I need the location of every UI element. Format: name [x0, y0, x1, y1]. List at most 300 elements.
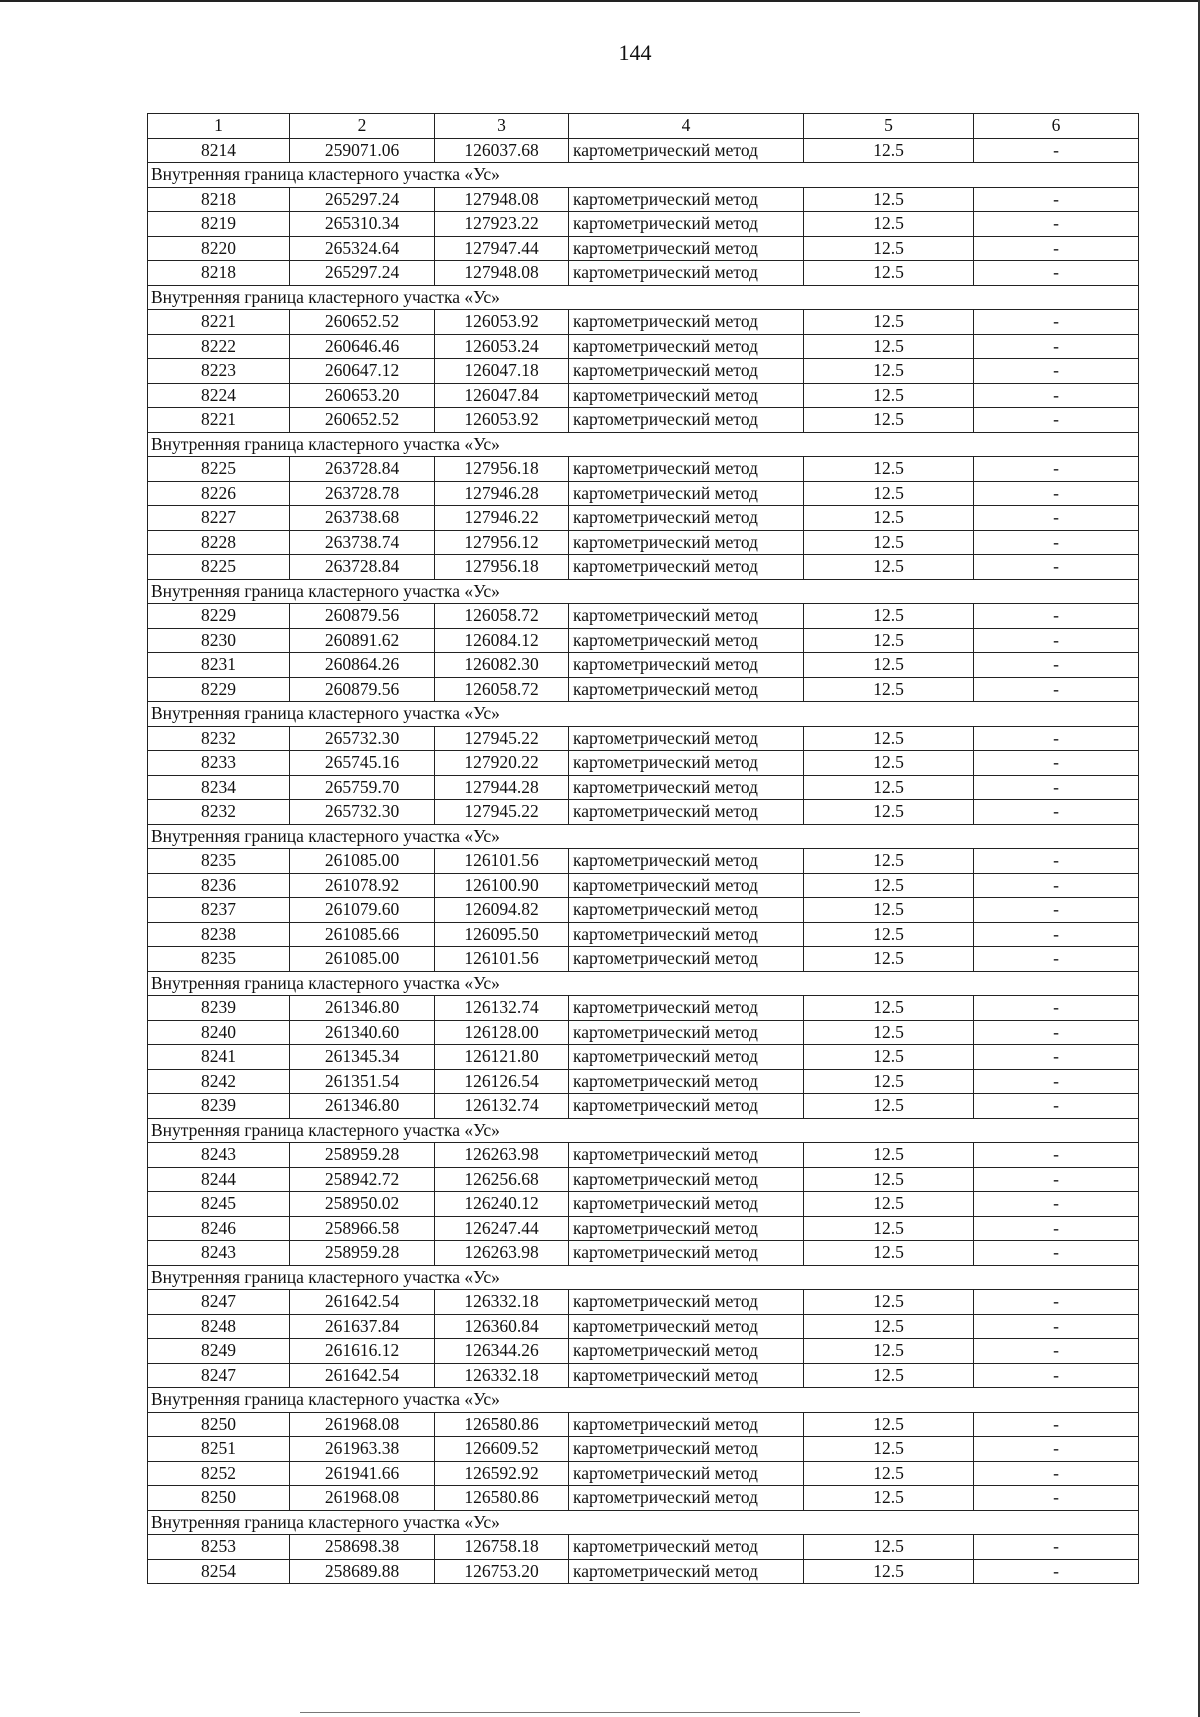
- method-cell: картометрический метод: [569, 1192, 804, 1217]
- y-coordinate-cell: 126758.18: [435, 1535, 569, 1560]
- x-coordinate-cell: 265297.24: [290, 261, 435, 286]
- table-row: [148, 1069, 1139, 1094]
- point-number-cell: 8236: [148, 873, 290, 898]
- note-cell: -: [974, 873, 1139, 898]
- accuracy-cell: 12.5: [804, 996, 974, 1021]
- x-coordinate-cell: 265732.30: [290, 726, 435, 751]
- accuracy-cell: 12.5: [804, 1535, 974, 1560]
- section-title: Внутренняя граница кластерного участка «Ус»: [148, 971, 1139, 996]
- accuracy-cell: 12.5: [804, 212, 974, 237]
- table-row: [148, 677, 1139, 702]
- table-row: [148, 261, 1139, 286]
- section-title: Внутренняя граница кластерного участка «Ус»: [148, 579, 1139, 604]
- note-cell: -: [974, 383, 1139, 408]
- accuracy-cell: 12.5: [804, 898, 974, 923]
- point-number-cell: 8227: [148, 506, 290, 531]
- method-cell: картометрический метод: [569, 212, 804, 237]
- x-coordinate-cell: 265310.34: [290, 212, 435, 237]
- x-coordinate-cell: 258942.72: [290, 1167, 435, 1192]
- note-cell: -: [974, 334, 1139, 359]
- point-number-cell: 8243: [148, 1241, 290, 1266]
- x-coordinate-cell: 258959.28: [290, 1143, 435, 1168]
- y-coordinate-cell: 126101.56: [435, 947, 569, 972]
- table-row: [148, 873, 1139, 898]
- note-cell: -: [974, 1559, 1139, 1584]
- point-number-cell: 8214: [148, 138, 290, 163]
- accuracy-cell: 12.5: [804, 1339, 974, 1364]
- x-coordinate-cell: 260652.52: [290, 310, 435, 335]
- x-coordinate-cell: 261085.00: [290, 849, 435, 874]
- x-coordinate-cell: 260891.62: [290, 628, 435, 653]
- coordinates-table: [147, 113, 1139, 1584]
- method-cell: картометрический метод: [569, 1314, 804, 1339]
- x-coordinate-cell: 263728.84: [290, 457, 435, 482]
- table-row: [148, 138, 1139, 163]
- table-row: [148, 1020, 1139, 1045]
- y-coordinate-cell: 126580.86: [435, 1412, 569, 1437]
- section-row: [148, 1510, 1139, 1535]
- x-coordinate-cell: 260652.52: [290, 408, 435, 433]
- method-cell: картометрический метод: [569, 1535, 804, 1560]
- note-cell: -: [974, 1192, 1139, 1217]
- point-number-cell: 8253: [148, 1535, 290, 1560]
- accuracy-cell: 12.5: [804, 506, 974, 531]
- y-coordinate-cell: 127956.12: [435, 530, 569, 555]
- y-coordinate-cell: 127946.22: [435, 506, 569, 531]
- section-row: [148, 1118, 1139, 1143]
- point-number-cell: 8232: [148, 800, 290, 825]
- method-cell: картометрический метод: [569, 408, 804, 433]
- method-cell: картометрический метод: [569, 1020, 804, 1045]
- accuracy-cell: 12.5: [804, 1143, 974, 1168]
- point-number-cell: 8237: [148, 898, 290, 923]
- section-row: [148, 971, 1139, 996]
- y-coordinate-cell: 126263.98: [435, 1143, 569, 1168]
- y-coordinate-cell: 126058.72: [435, 677, 569, 702]
- method-cell: картометрический метод: [569, 1045, 804, 1070]
- method-cell: картометрический метод: [569, 1216, 804, 1241]
- x-coordinate-cell: 263738.68: [290, 506, 435, 531]
- accuracy-cell: 12.5: [804, 677, 974, 702]
- method-cell: картометрический метод: [569, 1094, 804, 1119]
- x-coordinate-cell: 265759.70: [290, 775, 435, 800]
- method-cell: картометрический метод: [569, 187, 804, 212]
- method-cell: картометрический метод: [569, 1069, 804, 1094]
- section-title: Внутренняя граница кластерного участка «Ус»: [148, 432, 1139, 457]
- section-row: [148, 579, 1139, 604]
- accuracy-cell: 12.5: [804, 1192, 974, 1217]
- x-coordinate-cell: 261085.00: [290, 947, 435, 972]
- point-number-cell: 8229: [148, 604, 290, 629]
- note-cell: -: [974, 996, 1139, 1021]
- method-cell: картометрический метод: [569, 653, 804, 678]
- note-cell: -: [974, 481, 1139, 506]
- y-coordinate-cell: 126263.98: [435, 1241, 569, 1266]
- note-cell: -: [974, 726, 1139, 751]
- x-coordinate-cell: 261079.60: [290, 898, 435, 923]
- section-row: [148, 1388, 1139, 1413]
- point-number-cell: 8225: [148, 555, 290, 580]
- method-cell: картометрический метод: [569, 726, 804, 751]
- table-row: [148, 1412, 1139, 1437]
- method-cell: картометрический метод: [569, 1437, 804, 1462]
- point-number-cell: 8235: [148, 947, 290, 972]
- method-cell: картометрический метод: [569, 1363, 804, 1388]
- y-coordinate-cell: 126128.00: [435, 1020, 569, 1045]
- table-row: [148, 481, 1139, 506]
- table-row: [148, 555, 1139, 580]
- accuracy-cell: 12.5: [804, 530, 974, 555]
- accuracy-cell: 12.5: [804, 1486, 974, 1511]
- note-cell: -: [974, 751, 1139, 776]
- accuracy-cell: 12.5: [804, 138, 974, 163]
- section-row: [148, 1265, 1139, 1290]
- accuracy-cell: 12.5: [804, 261, 974, 286]
- note-cell: -: [974, 1167, 1139, 1192]
- table-row: [148, 898, 1139, 923]
- section-title: Внутренняя граница кластерного участка «Ус»: [148, 1118, 1139, 1143]
- accuracy-cell: 12.5: [804, 1461, 974, 1486]
- accuracy-cell: 12.5: [804, 1216, 974, 1241]
- section-title: Внутренняя граница кластерного участка «Ус»: [148, 1265, 1139, 1290]
- note-cell: -: [974, 1363, 1139, 1388]
- table-row: [148, 922, 1139, 947]
- x-coordinate-cell: 258689.88: [290, 1559, 435, 1584]
- table-row: [148, 849, 1139, 874]
- table-row: [148, 506, 1139, 531]
- note-cell: -: [974, 800, 1139, 825]
- section-row: [148, 432, 1139, 457]
- accuracy-cell: 12.5: [804, 1363, 974, 1388]
- method-cell: картометрический метод: [569, 555, 804, 580]
- x-coordinate-cell: 260653.20: [290, 383, 435, 408]
- y-coordinate-cell: 127945.22: [435, 726, 569, 751]
- y-coordinate-cell: 126753.20: [435, 1559, 569, 1584]
- accuracy-cell: 12.5: [804, 726, 974, 751]
- y-coordinate-cell: 126332.18: [435, 1290, 569, 1315]
- point-number-cell: 8233: [148, 751, 290, 776]
- method-cell: картометрический метод: [569, 751, 804, 776]
- table-row: [148, 310, 1139, 335]
- table-row: [148, 947, 1139, 972]
- note-cell: -: [974, 212, 1139, 237]
- method-cell: картометрический метод: [569, 310, 804, 335]
- point-number-cell: 8240: [148, 1020, 290, 1045]
- table-row: [148, 236, 1139, 261]
- y-coordinate-cell: 127945.22: [435, 800, 569, 825]
- accuracy-cell: 12.5: [804, 1167, 974, 1192]
- accuracy-cell: 12.5: [804, 947, 974, 972]
- table-row: [148, 359, 1139, 384]
- x-coordinate-cell: 261616.12: [290, 1339, 435, 1364]
- section-row: [148, 285, 1139, 310]
- note-cell: -: [974, 457, 1139, 482]
- point-number-cell: 8222: [148, 334, 290, 359]
- accuracy-cell: 12.5: [804, 359, 974, 384]
- x-coordinate-cell: 263738.74: [290, 530, 435, 555]
- accuracy-cell: 12.5: [804, 775, 974, 800]
- section-title: Внутренняя граница кластерного участка «Ус»: [148, 824, 1139, 849]
- table-row: [148, 1535, 1139, 1560]
- x-coordinate-cell: 261637.84: [290, 1314, 435, 1339]
- column-header: 3: [435, 114, 569, 139]
- method-cell: картометрический метод: [569, 1241, 804, 1266]
- method-cell: картометрический метод: [569, 383, 804, 408]
- method-cell: картометрический метод: [569, 898, 804, 923]
- x-coordinate-cell: 263728.84: [290, 555, 435, 580]
- x-coordinate-cell: 260879.56: [290, 604, 435, 629]
- y-coordinate-cell: 126121.80: [435, 1045, 569, 1070]
- y-coordinate-cell: 126609.52: [435, 1437, 569, 1462]
- method-cell: картометрический метод: [569, 775, 804, 800]
- accuracy-cell: 12.5: [804, 1559, 974, 1584]
- x-coordinate-cell: 258966.58: [290, 1216, 435, 1241]
- method-cell: картометрический метод: [569, 873, 804, 898]
- table-row: [148, 726, 1139, 751]
- x-coordinate-cell: 265732.30: [290, 800, 435, 825]
- accuracy-cell: 12.5: [804, 1437, 974, 1462]
- table-row: [148, 800, 1139, 825]
- point-number-cell: 8238: [148, 922, 290, 947]
- note-cell: -: [974, 628, 1139, 653]
- column-header: 6: [974, 114, 1139, 139]
- method-cell: картометрический метод: [569, 1290, 804, 1315]
- note-cell: -: [974, 1339, 1139, 1364]
- method-cell: картометрический метод: [569, 481, 804, 506]
- x-coordinate-cell: 260864.26: [290, 653, 435, 678]
- point-number-cell: 8231: [148, 653, 290, 678]
- table-row: [148, 408, 1139, 433]
- accuracy-cell: 12.5: [804, 1412, 974, 1437]
- table-row: [148, 530, 1139, 555]
- table-row: [148, 751, 1139, 776]
- y-coordinate-cell: 126360.84: [435, 1314, 569, 1339]
- table-header-row: [148, 114, 1139, 139]
- x-coordinate-cell: 261941.66: [290, 1461, 435, 1486]
- method-cell: картометрический метод: [569, 1486, 804, 1511]
- x-coordinate-cell: 265745.16: [290, 751, 435, 776]
- accuracy-cell: 12.5: [804, 236, 974, 261]
- accuracy-cell: 12.5: [804, 1045, 974, 1070]
- note-cell: -: [974, 261, 1139, 286]
- column-header: 4: [569, 114, 804, 139]
- y-coordinate-cell: 126082.30: [435, 653, 569, 678]
- note-cell: -: [974, 947, 1139, 972]
- method-cell: картометрический метод: [569, 334, 804, 359]
- point-number-cell: 8250: [148, 1486, 290, 1511]
- table-row: [148, 1559, 1139, 1584]
- note-cell: -: [974, 1486, 1139, 1511]
- section-row: [148, 702, 1139, 727]
- y-coordinate-cell: 126058.72: [435, 604, 569, 629]
- point-number-cell: 8221: [148, 408, 290, 433]
- point-number-cell: 8251: [148, 1437, 290, 1462]
- method-cell: картометрический метод: [569, 1412, 804, 1437]
- method-cell: картометрический метод: [569, 236, 804, 261]
- table-row: [148, 1216, 1139, 1241]
- method-cell: картометрический метод: [569, 849, 804, 874]
- point-number-cell: 8228: [148, 530, 290, 555]
- point-number-cell: 8248: [148, 1314, 290, 1339]
- table-row: [148, 604, 1139, 629]
- note-cell: -: [974, 1143, 1139, 1168]
- x-coordinate-cell: 258959.28: [290, 1241, 435, 1266]
- method-cell: картометрический метод: [569, 138, 804, 163]
- y-coordinate-cell: 126053.24: [435, 334, 569, 359]
- note-cell: -: [974, 530, 1139, 555]
- y-coordinate-cell: 126084.12: [435, 628, 569, 653]
- x-coordinate-cell: 265297.24: [290, 187, 435, 212]
- method-cell: картометрический метод: [569, 628, 804, 653]
- table-row: [148, 775, 1139, 800]
- x-coordinate-cell: 261078.92: [290, 873, 435, 898]
- point-number-cell: 8234: [148, 775, 290, 800]
- accuracy-cell: 12.5: [804, 1290, 974, 1315]
- y-coordinate-cell: 126047.18: [435, 359, 569, 384]
- method-cell: картометрический метод: [569, 922, 804, 947]
- point-number-cell: 8247: [148, 1290, 290, 1315]
- y-coordinate-cell: 126053.92: [435, 310, 569, 335]
- x-coordinate-cell: 263728.78: [290, 481, 435, 506]
- note-cell: -: [974, 555, 1139, 580]
- y-coordinate-cell: 126047.84: [435, 383, 569, 408]
- x-coordinate-cell: 260647.12: [290, 359, 435, 384]
- table-row: [148, 1461, 1139, 1486]
- note-cell: -: [974, 1412, 1139, 1437]
- page-frame-bottom: [300, 1712, 860, 1713]
- note-cell: -: [974, 1094, 1139, 1119]
- x-coordinate-cell: 261346.80: [290, 996, 435, 1021]
- y-coordinate-cell: 126247.44: [435, 1216, 569, 1241]
- table-row: [148, 1314, 1139, 1339]
- y-coordinate-cell: 126332.18: [435, 1363, 569, 1388]
- y-coordinate-cell: 127948.08: [435, 187, 569, 212]
- method-cell: картометрический метод: [569, 1461, 804, 1486]
- x-coordinate-cell: 261968.08: [290, 1412, 435, 1437]
- point-number-cell: 8229: [148, 677, 290, 702]
- accuracy-cell: 12.5: [804, 187, 974, 212]
- y-coordinate-cell: 126095.50: [435, 922, 569, 947]
- table-row: [148, 628, 1139, 653]
- y-coordinate-cell: 126580.86: [435, 1486, 569, 1511]
- y-coordinate-cell: 126053.92: [435, 408, 569, 433]
- table-body: [148, 114, 1139, 1584]
- accuracy-cell: 12.5: [804, 1020, 974, 1045]
- accuracy-cell: 12.5: [804, 1094, 974, 1119]
- point-number-cell: 8218: [148, 261, 290, 286]
- table-row: [148, 653, 1139, 678]
- accuracy-cell: 12.5: [804, 849, 974, 874]
- accuracy-cell: 12.5: [804, 751, 974, 776]
- note-cell: -: [974, 653, 1139, 678]
- table-row: [148, 1437, 1139, 1462]
- method-cell: картометрический метод: [569, 604, 804, 629]
- y-coordinate-cell: 126132.74: [435, 1094, 569, 1119]
- note-cell: -: [974, 604, 1139, 629]
- section-title: Внутренняя граница кластерного участка «Ус»: [148, 1510, 1139, 1535]
- x-coordinate-cell: 260646.46: [290, 334, 435, 359]
- note-cell: -: [974, 1216, 1139, 1241]
- method-cell: картометрический метод: [569, 261, 804, 286]
- point-number-cell: 8239: [148, 1094, 290, 1119]
- accuracy-cell: 12.5: [804, 383, 974, 408]
- x-coordinate-cell: 261340.60: [290, 1020, 435, 1045]
- note-cell: -: [974, 138, 1139, 163]
- y-coordinate-cell: 126126.54: [435, 1069, 569, 1094]
- accuracy-cell: 12.5: [804, 1069, 974, 1094]
- note-cell: -: [974, 898, 1139, 923]
- column-header: 1: [148, 114, 290, 139]
- point-number-cell: 8254: [148, 1559, 290, 1584]
- note-cell: -: [974, 1020, 1139, 1045]
- point-number-cell: 8219: [148, 212, 290, 237]
- method-cell: картометрический метод: [569, 947, 804, 972]
- accuracy-cell: 12.5: [804, 628, 974, 653]
- x-coordinate-cell: 261346.80: [290, 1094, 435, 1119]
- method-cell: картометрический метод: [569, 800, 804, 825]
- x-coordinate-cell: 261968.08: [290, 1486, 435, 1511]
- accuracy-cell: 12.5: [804, 481, 974, 506]
- point-number-cell: 8235: [148, 849, 290, 874]
- section-row: [148, 163, 1139, 188]
- table-row: [148, 187, 1139, 212]
- table-row: [148, 1167, 1139, 1192]
- x-coordinate-cell: 261085.66: [290, 922, 435, 947]
- section-title: Внутренняя граница кластерного участка «Ус»: [148, 702, 1139, 727]
- x-coordinate-cell: 261351.54: [290, 1069, 435, 1094]
- accuracy-cell: 12.5: [804, 800, 974, 825]
- method-cell: картометрический метод: [569, 1167, 804, 1192]
- note-cell: -: [974, 1241, 1139, 1266]
- point-number-cell: 8249: [148, 1339, 290, 1364]
- x-coordinate-cell: 261642.54: [290, 1290, 435, 1315]
- method-cell: картометрический метод: [569, 1143, 804, 1168]
- table-row: [148, 1486, 1139, 1511]
- y-coordinate-cell: 126037.68: [435, 138, 569, 163]
- point-number-cell: 8218: [148, 187, 290, 212]
- point-number-cell: 8247: [148, 1363, 290, 1388]
- point-number-cell: 8242: [148, 1069, 290, 1094]
- accuracy-cell: 12.5: [804, 408, 974, 433]
- table-row: [148, 1045, 1139, 1070]
- x-coordinate-cell: 261642.54: [290, 1363, 435, 1388]
- y-coordinate-cell: 126094.82: [435, 898, 569, 923]
- point-number-cell: 8250: [148, 1412, 290, 1437]
- note-cell: -: [974, 677, 1139, 702]
- table-row: [148, 1143, 1139, 1168]
- note-cell: -: [974, 1314, 1139, 1339]
- note-cell: -: [974, 359, 1139, 384]
- method-cell: картометрический метод: [569, 677, 804, 702]
- accuracy-cell: 12.5: [804, 457, 974, 482]
- point-number-cell: 8224: [148, 383, 290, 408]
- point-number-cell: 8226: [148, 481, 290, 506]
- note-cell: -: [974, 1045, 1139, 1070]
- x-coordinate-cell: 261345.34: [290, 1045, 435, 1070]
- note-cell: -: [974, 1437, 1139, 1462]
- point-number-cell: 8221: [148, 310, 290, 335]
- table-row: [148, 1290, 1139, 1315]
- accuracy-cell: 12.5: [804, 873, 974, 898]
- accuracy-cell: 12.5: [804, 922, 974, 947]
- note-cell: -: [974, 1535, 1139, 1560]
- method-cell: картометрический метод: [569, 1559, 804, 1584]
- y-coordinate-cell: 126256.68: [435, 1167, 569, 1192]
- note-cell: -: [974, 849, 1139, 874]
- accuracy-cell: 12.5: [804, 334, 974, 359]
- section-title: Внутренняя граница кластерного участка «Ус»: [148, 163, 1139, 188]
- y-coordinate-cell: 127956.18: [435, 555, 569, 580]
